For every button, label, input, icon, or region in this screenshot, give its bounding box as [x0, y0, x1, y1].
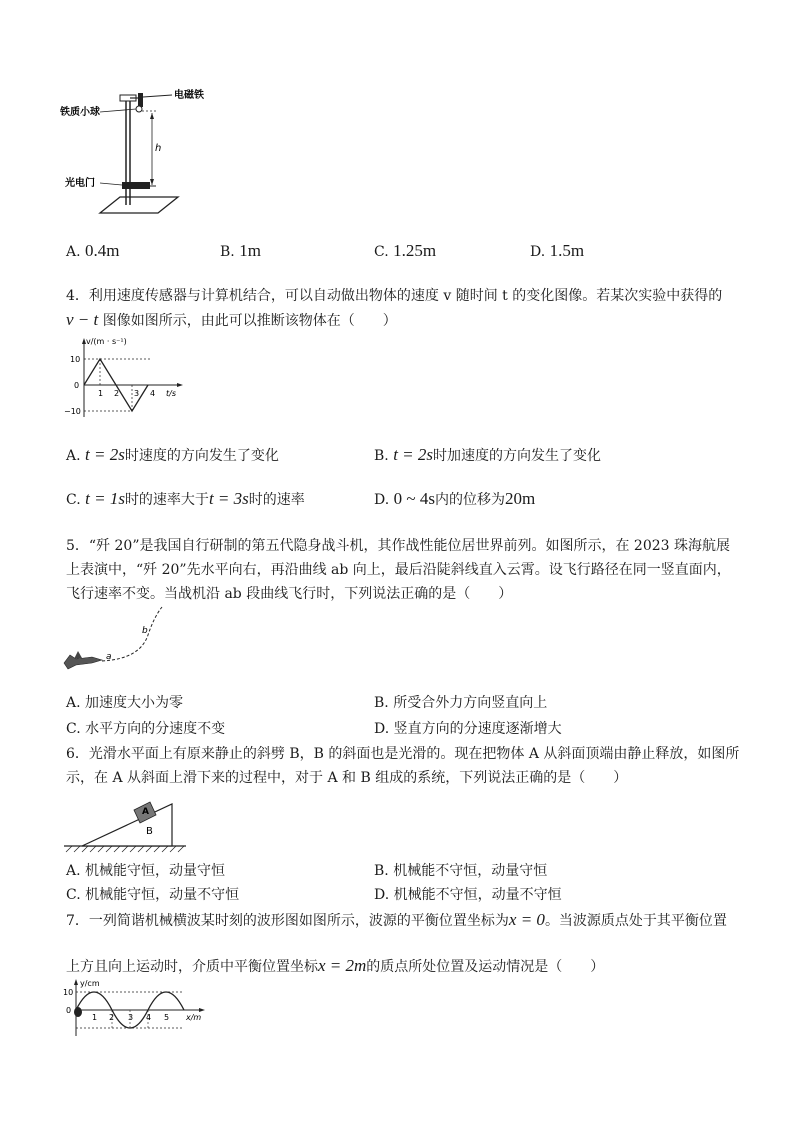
q5-stem-line1: 5．“歼 20”是我国自行研制的第五代隐身战斗机，其作战性能位居世界前列。如图所示，在 2023 珠海航展 [66, 538, 731, 554]
q4-xlabel: t/s [166, 389, 176, 398]
q7-stem-line2: 上方且向上运动时，介质中平衡位置坐标x = 2m的质点所处位置及运动情况是（ ） [66, 956, 605, 975]
q7-ylabel: y/cm [80, 979, 100, 988]
q7-tick-4: 4 [146, 1013, 152, 1022]
q4-tick-2: 2 [114, 389, 120, 398]
q6-option-d[interactable]: D. 机械能不守恒，动量不守恒 [374, 887, 562, 903]
q3-option-a[interactable]: A. 0.4m [66, 241, 120, 260]
q3-apparatus-figure [60, 85, 230, 220]
q4-option-b[interactable]: B. t = 2s时加速度的方向发生了变化 [374, 445, 602, 464]
q5-option-a[interactable]: A. 加速度大小为零 [66, 695, 184, 711]
q4-ylabel: v/(m · s⁻¹) [86, 337, 127, 346]
q4-y-bottom: −10 [64, 407, 81, 416]
q3-option-b[interactable]: B. 1m [220, 241, 261, 260]
q6-wedge-figure [62, 790, 188, 856]
q6-option-b[interactable]: B. 机械能不守恒，动量守恒 [374, 863, 548, 879]
q6-stem-line2: 示，在 A 从斜面上滑下来的过程中，对于 A 和 B 组成的系统，下列说法正确的是（ ） [66, 770, 628, 786]
q7-tick-2: 2 [109, 1013, 115, 1022]
q5-label-b: b [142, 626, 148, 636]
q7-wave-graph [62, 978, 212, 1038]
q7-tick-1: 1 [92, 1013, 98, 1022]
q7-y-zero: 0 [66, 1006, 72, 1015]
q5-option-b[interactable]: B. 所受合外力方向竖直向上 [374, 695, 548, 711]
q6-label-b: B [146, 826, 153, 837]
q4-y-top: 10 [70, 355, 81, 364]
q4-stem-line2: v − t 图像如图所示，由此可以推断该物体在（ ） [66, 310, 397, 329]
q4-vt-graph [62, 335, 192, 420]
q3-label-gate: 光电门 [65, 178, 95, 189]
q4-y-zero: 0 [74, 381, 80, 390]
q7-y-top: 10 [63, 988, 74, 997]
q4-tick-4: 4 [150, 389, 156, 398]
q4-stem-line1: 4．利用速度传感器与计算机结合，可以自动做出物体的速度 v 随时间 t 的变化图像。若某次实验中获得的 [66, 288, 723, 304]
q6-option-a[interactable]: A. 机械能守恒，动量守恒 [66, 863, 226, 879]
q4-tick-1: 1 [98, 389, 104, 398]
q6-label-a: A [142, 807, 149, 817]
q4-option-d[interactable]: D. 0 ~ 4s内的位移为20m [374, 489, 536, 508]
q5-stem-line3: 飞行速率不变。当战机沿 ab 段曲线飞行时，下列说法正确的是（ ） [66, 586, 513, 602]
q4-option-a[interactable]: A. t = 2s时速度的方向发生了变化 [66, 445, 279, 464]
q4-option-c[interactable]: C. t = 1s时的速率大于t = 3s时的速率 [66, 489, 305, 508]
q6-stem-line1: 6．光滑水平面上有原来静止的斜劈 B，B 的斜面也是光滑的。现在把物体 A 从斜面顶端由静止释放，如图所 [66, 746, 740, 762]
q3-option-d[interactable]: D. 1.5m [530, 241, 585, 260]
q3-label-ball: 铁质小球 [60, 107, 100, 118]
q5-label-a: a [106, 652, 112, 662]
q7-tick-5: 5 [164, 1013, 170, 1022]
q3-option-c[interactable]: C. 1.25m [374, 241, 437, 260]
q3-label-h: h [155, 143, 162, 154]
q6-option-c[interactable]: C. 机械能守恒，动量不守恒 [66, 887, 240, 903]
q4-tick-3: 3 [134, 389, 140, 398]
q5-flight-path-figure [62, 605, 182, 673]
q5-option-c[interactable]: C. 水平方向的分速度不变 [66, 721, 226, 737]
q3-label-magnet: 电磁铁 [174, 90, 204, 101]
q7-xlabel: x/m [186, 1013, 202, 1022]
q5-option-d[interactable]: D. 竖直方向的分速度逐渐增大 [374, 721, 562, 737]
q7-tick-3: 3 [128, 1013, 134, 1022]
q5-stem-line2: 上表演中，“歼 20”先水平向右，再沿曲线 ab 向上，最后沿陡斜线直入云霄。设飞行路径在同一竖直面内， [66, 562, 731, 578]
q7-stem-line1: 7．一列简谐机械横波某时刻的波形图如图所示，波源的平衡位置坐标为x = 0。当波源质点处于其平衡位置 [66, 910, 727, 929]
